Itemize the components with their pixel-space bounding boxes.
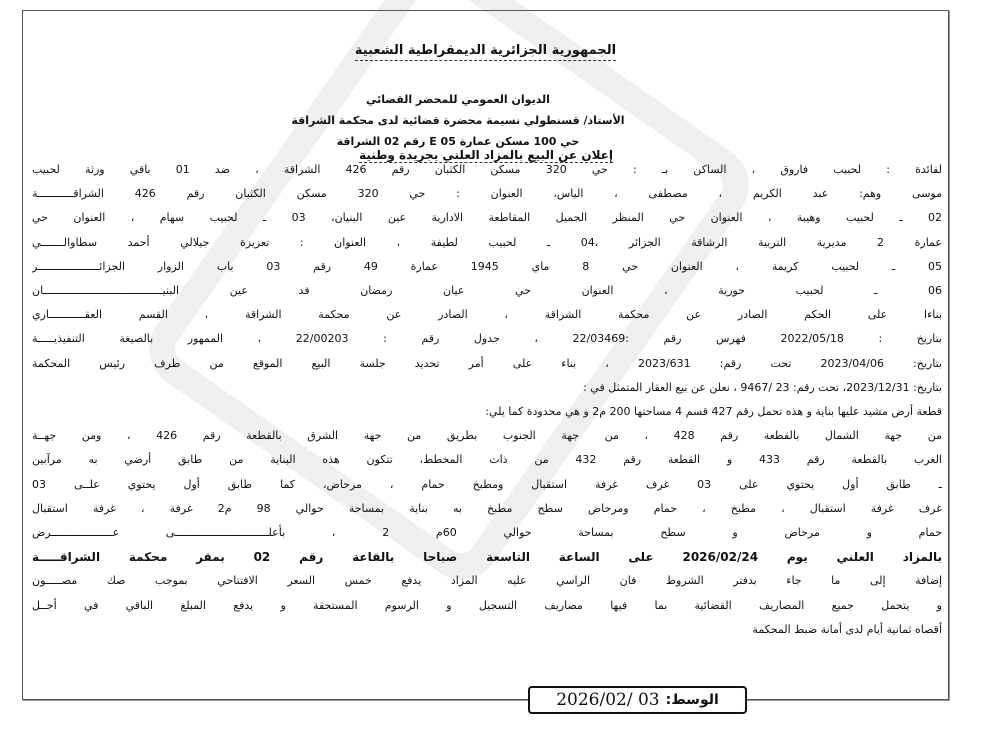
body-line: بتاريخ: 2023/12/31، تحت رقم: 23 /9467 ، نعلن عن بيع العقار المتمثل في :: [583, 380, 942, 394]
body-line: بتاريخ : 2022/05/18 فهرس رقم :22/03469 ، جدول رقم : 22/00203 ، الممهور بالصيغة التنفيذيـــــة: [32, 332, 942, 346]
body-line: غرف غرفة استقبال ، مطبخ ، حمام ومرحاض سطح مطبخ به بناية بمساحة حوالي 98 م2 غرفة ، غرفة استقبال: [32, 501, 942, 515]
publication-date-box: [528, 686, 747, 714]
body-line: من جهة الشمال بالقطعة رقم 428 ، من جهة الجنوب بطريق من جهة الشرق بالقطعة رقم 426 ، ومن جهــة: [32, 429, 942, 443]
body-line: 02 ـ لحبيب وهيبة ، العنوان حي المنظر الجميل المقاطعة الادارية عين البنيان، 03 ـ لحبيب سهام ، العنوان حي: [32, 211, 942, 225]
notice-body: [32, 158, 942, 642]
body-line: لفائدة : لحبيب فاروق ، الساكن بـ : حي 320 مسكن الكثبان رقم 426 الشراقة ، ضد 01 باقي ورثة لحبيب: [32, 163, 942, 176]
address-line: حي 100 مسكن عمارة E 05 رقم 02 الشراقة: [336, 135, 580, 148]
body-line: بتاريخ: 2023/04/06 تحت رقم: 2023/631 ، بناء على أمر تحديد جلسة البيع الموقع من طرف رئيس المحكمة: [32, 356, 942, 370]
office-line: الديوان العمومي للمحضر القضائي: [366, 93, 550, 106]
body-line: و يتحمل جميع المصاريف القضائية بما فيها مصاريف التسجيل و الرسوم المستحقة و يدفع المبلغ الباقي في أجــل: [32, 598, 942, 612]
republic-title: [23, 43, 948, 58]
body-line: إضافة إلى ما جاء بدفتر الشروط فان الراسي عليه المزاد يدفع خمس السعر الافتتاحي بموجب صك مصـــــون: [32, 574, 942, 588]
body-line: ـ طابق أول يحتوي على 03 غرف غرفة استقبال ومطبخ حمام ، مرحاض، كما طابق أول يحتوي علــى 03: [32, 477, 942, 491]
body-line: 05 ـ لحبيب كريمة ، العنوان حي 8 ماي 1945 عمارة 49 رقم 03 باب الزوار الجزائـــــــــــــــــــر: [32, 259, 942, 273]
notice-title-text: إعلان عن البيع بالمزاد العلني بجريدة وطنية: [359, 148, 613, 162]
body-line: 06 ـ لحبيب حورية ، العنوان حي عيان رمضان فد عين البنيـــــــــــــــــــــــــــــــــــــان: [32, 284, 942, 298]
body-line: الغرب بالقطعة رقم 433 و القطعة رقم 432 من ذات المخطط، تتكون هذه البناية من طابق أرضي به مرآبين: [32, 453, 942, 467]
body-line: حمام و مرحاض و سطح بمساحة حوالي 60م 2 ، بأعلـــــــــــــــــــــــــــــى عـــــــــــــــــــرض: [32, 526, 942, 540]
newspaper-label: الوسط:: [665, 692, 719, 708]
publication-date: 2026/02/ 03: [556, 690, 660, 710]
body-line: عمارة 2 مديرية التربية الرشاقة الجزائر ،04 ـ لحبيب لطيفة ، العنوان : تعزيزة جيلالي أحمد سطاوالـــــــي: [32, 235, 942, 249]
body-line: موسى وهم: عبد الكريم ، مصطفى ، الياس، العنوان : حي 320 مسكن الكثبان رقم 426 الشراقـــــــــــة: [32, 187, 942, 201]
body-line: أقصاه ثمانية أيام لدى أمانة ضبط المحكمة: [752, 622, 942, 636]
body-line: قطعة أرض مشيد عليها بناية و هذه تحمل رقم 427 قسم 4 مساحتها 200 م2 و هي محدودة كما يلي:: [485, 405, 942, 419]
bailiff-line: الأستاذ/ قسنطولي نسيمة محضرة قضائية لدى محكمة الشراقة: [291, 114, 625, 127]
body-line: بالمزاد العلني يوم 2026/02/24 على الساعة التاسعة صباحا بالقاعة رقم 02 بمقر محكمة الشراقـــــة: [32, 550, 942, 565]
body-line: بناءا على الحكم الصادر عن محكمة الشراقة ، الصادر عن محكمة الشراقة ، القسم العقـــــــــــاري: [32, 308, 942, 322]
republic-title-text: الجمهورية الجزائرية الديمقراطية الشعبية: [355, 43, 616, 61]
bailiff-header: [268, 89, 648, 152]
